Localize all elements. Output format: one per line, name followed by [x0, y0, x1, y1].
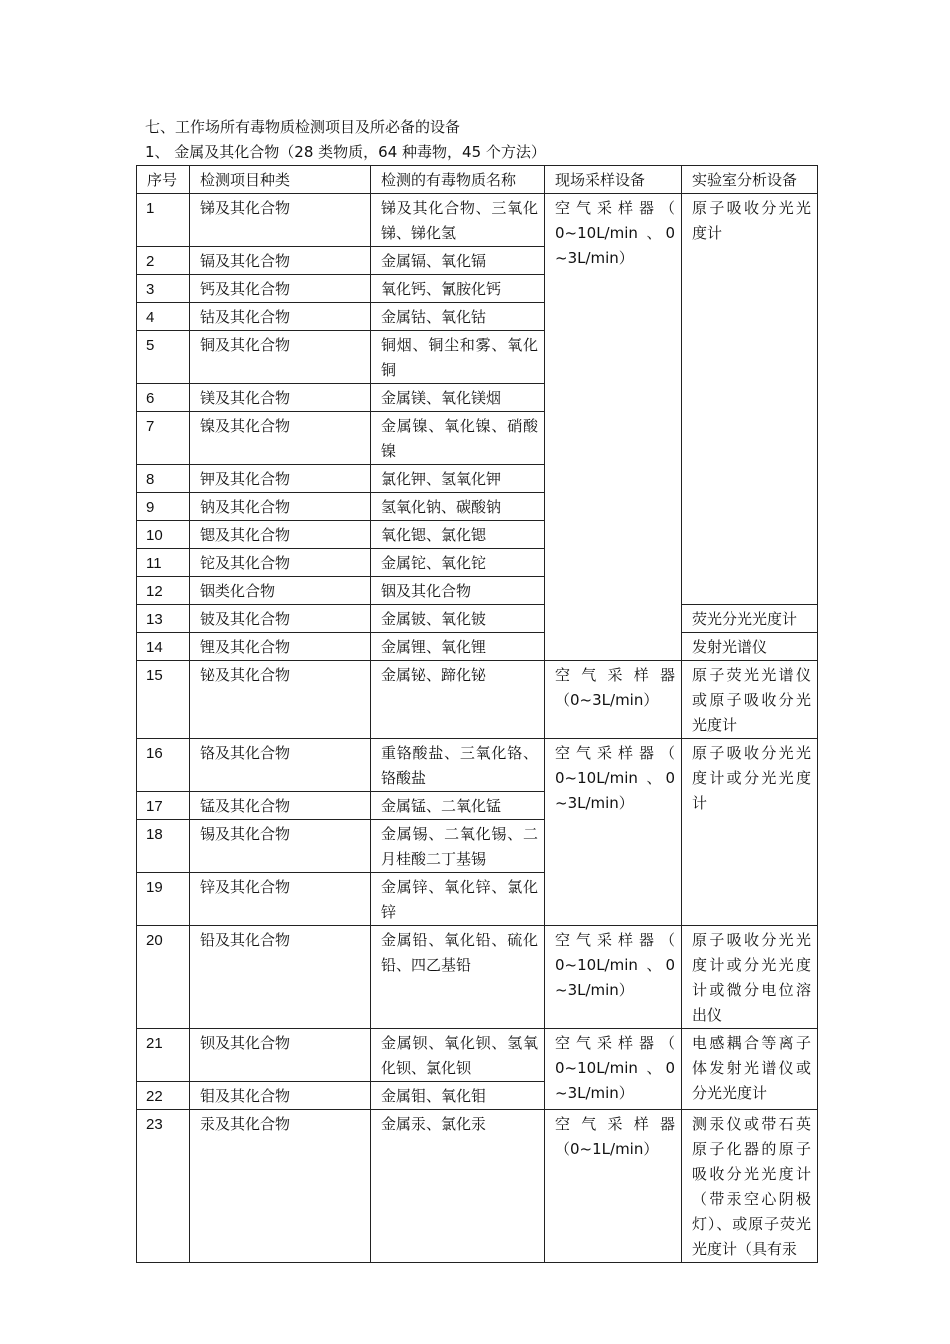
toxic-substances: 金属铋、蹄化铋 [371, 661, 545, 739]
detection-item: 铜及其化合物 [190, 331, 371, 384]
lab-equipment: 发射光谱仪 [682, 633, 818, 661]
table-row [137, 1110, 818, 1263]
row-number: 12 [137, 577, 190, 605]
sampling-equipment: 空 气 采 样 器 （ 0~10L/min 、0~3L/min） [545, 194, 682, 661]
row-number: 10 [137, 521, 190, 549]
detection-item: 钴及其化合物 [190, 303, 371, 331]
table-row [137, 194, 818, 247]
detection-table [136, 165, 818, 1263]
header-cell-substances: 检测的有毒物质名称 [371, 166, 545, 194]
detection-item: 钠及其化合物 [190, 493, 371, 521]
sampling-equipment: 空 气 采 样 器 （ 0~10L/min 、0~3L/min） [545, 739, 682, 926]
row-number: 8 [137, 465, 190, 493]
toxic-substances: 金属铅、氧化铅、硫化铅、四乙基铅 [371, 926, 545, 1029]
detection-item: 锌及其化合物 [190, 873, 371, 926]
lab-equipment: 测汞仪或带石英原子化器的原子吸收分光光度计（带汞空心阴极灯）、或原子荧光光度计（具有汞 [682, 1110, 818, 1263]
toxic-substances: 氧化锶、氯化锶 [371, 521, 545, 549]
toxic-substances: 铜烟、铜尘和雾、氧化铜 [371, 331, 545, 384]
toxic-substances: 氯化钾、氢氧化钾 [371, 465, 545, 493]
header-cell-no: 序号 [137, 166, 190, 194]
detection-item: 铋及其化合物 [190, 661, 371, 739]
table-header-row [137, 166, 818, 194]
toxic-substances: 金属锂、氧化锂 [371, 633, 545, 661]
detection-item: 镍及其化合物 [190, 412, 371, 465]
row-number: 16 [137, 739, 190, 792]
row-number: 13 [137, 605, 190, 633]
table-row [137, 605, 818, 633]
row-number: 23 [137, 1110, 190, 1263]
row-number: 7 [137, 412, 190, 465]
detection-item: 铊及其化合物 [190, 549, 371, 577]
detection-item: 锂及其化合物 [190, 633, 371, 661]
lab-equipment: 电感耦合等离子体发射光谱仪或分光光度计 [682, 1029, 818, 1110]
header-cell-sampling: 现场采样设备 [545, 166, 682, 194]
sampling-equipment: 空 气 采 样 器 （0~1L/min） [545, 1110, 682, 1263]
detection-item: 钡及其化合物 [190, 1029, 371, 1082]
toxic-substances: 金属钡、氧化钡、氢氧化钡、氯化钡 [371, 1029, 545, 1082]
header-cell-lab: 实验室分析设备 [682, 166, 818, 194]
toxic-substances: 金属镁、氧化镁烟 [371, 384, 545, 412]
detection-item: 铬及其化合物 [190, 739, 371, 792]
row-number: 18 [137, 820, 190, 873]
lab-equipment: 原子吸收分光光度计或分光光度计 [682, 739, 818, 926]
toxic-substances: 氢氧化钠、碳酸钠 [371, 493, 545, 521]
header-cell-item: 检测项目种类 [190, 166, 371, 194]
detection-item: 汞及其化合物 [190, 1110, 371, 1263]
row-number: 21 [137, 1029, 190, 1082]
row-number: 2 [137, 247, 190, 275]
detection-item: 镁及其化合物 [190, 384, 371, 412]
lab-equipment: 荧光分光光度计 [682, 605, 818, 633]
section-title: 七、工作场所有毒物质检测项目及所必备的设备 [145, 118, 461, 136]
lab-equipment: 原子吸收分光光度计或分光光度计或微分电位溶出仪 [682, 926, 818, 1029]
detection-item: 镉及其化合物 [190, 247, 371, 275]
toxic-substances: 锑及其化合物、三氧化锑、锑化氢 [371, 194, 545, 247]
row-number: 4 [137, 303, 190, 331]
sampling-equipment: 空 气 采 样 器 （ 0~10L/min 、0~3L/min） [545, 926, 682, 1029]
row-number: 6 [137, 384, 190, 412]
row-number: 11 [137, 549, 190, 577]
row-number: 1 [137, 194, 190, 247]
table-row [137, 739, 818, 792]
toxic-substances: 金属铍、氧化铍 [371, 605, 545, 633]
lab-equipment: 原子荧光光谱仪或原子吸收分光光度计 [682, 661, 818, 739]
row-number: 17 [137, 792, 190, 820]
sampling-equipment: 空 气 采 样 器 （0~3L/min） [545, 661, 682, 739]
row-number: 19 [137, 873, 190, 926]
toxic-substances: 金属镍、氧化镍、硝酸镍 [371, 412, 545, 465]
toxic-substances: 金属锰、二氧化锰 [371, 792, 545, 820]
row-number: 14 [137, 633, 190, 661]
subsection-title: 1、 金属及其化合物（28 类物质，64 种毒物，45 个方法） [145, 143, 546, 161]
toxic-substances: 铟及其化合物 [371, 577, 545, 605]
row-number: 5 [137, 331, 190, 384]
detection-item: 锑及其化合物 [190, 194, 371, 247]
detection-item: 铍及其化合物 [190, 605, 371, 633]
toxic-substances: 金属汞、氯化汞 [371, 1110, 545, 1263]
table-row [137, 1029, 818, 1082]
toxic-substances: 金属钼、氧化钼 [371, 1082, 545, 1110]
detection-item: 锶及其化合物 [190, 521, 371, 549]
detection-item: 钙及其化合物 [190, 275, 371, 303]
row-number: 3 [137, 275, 190, 303]
table-row [137, 926, 818, 1029]
table-row [137, 661, 818, 739]
row-number: 15 [137, 661, 190, 739]
toxic-substances: 金属锌、氧化锌、氯化锌 [371, 873, 545, 926]
lab-equipment: 原子吸收分光光度计 [682, 194, 818, 605]
table-row [137, 633, 818, 661]
detection-item: 钾及其化合物 [190, 465, 371, 493]
toxic-substances: 金属铊、氧化铊 [371, 549, 545, 577]
detection-item: 钼及其化合物 [190, 1082, 371, 1110]
detection-item: 铅及其化合物 [190, 926, 371, 1029]
toxic-substances: 金属镉、氧化镉 [371, 247, 545, 275]
row-number: 20 [137, 926, 190, 1029]
row-number: 9 [137, 493, 190, 521]
detection-item: 铟类化合物 [190, 577, 371, 605]
detection-item: 锡及其化合物 [190, 820, 371, 873]
toxic-substances: 金属钴、氧化钴 [371, 303, 545, 331]
toxic-substances: 重铬酸盐、三氧化铬、铬酸盐 [371, 739, 545, 792]
sampling-equipment: 空 气 采 样 器 （ 0~10L/min 、0~3L/min） [545, 1029, 682, 1110]
toxic-substances: 氧化钙、氰胺化钙 [371, 275, 545, 303]
detection-item: 锰及其化合物 [190, 792, 371, 820]
row-number: 22 [137, 1082, 190, 1110]
toxic-substances: 金属锡、二氧化锡、二月桂酸二丁基锡 [371, 820, 545, 873]
